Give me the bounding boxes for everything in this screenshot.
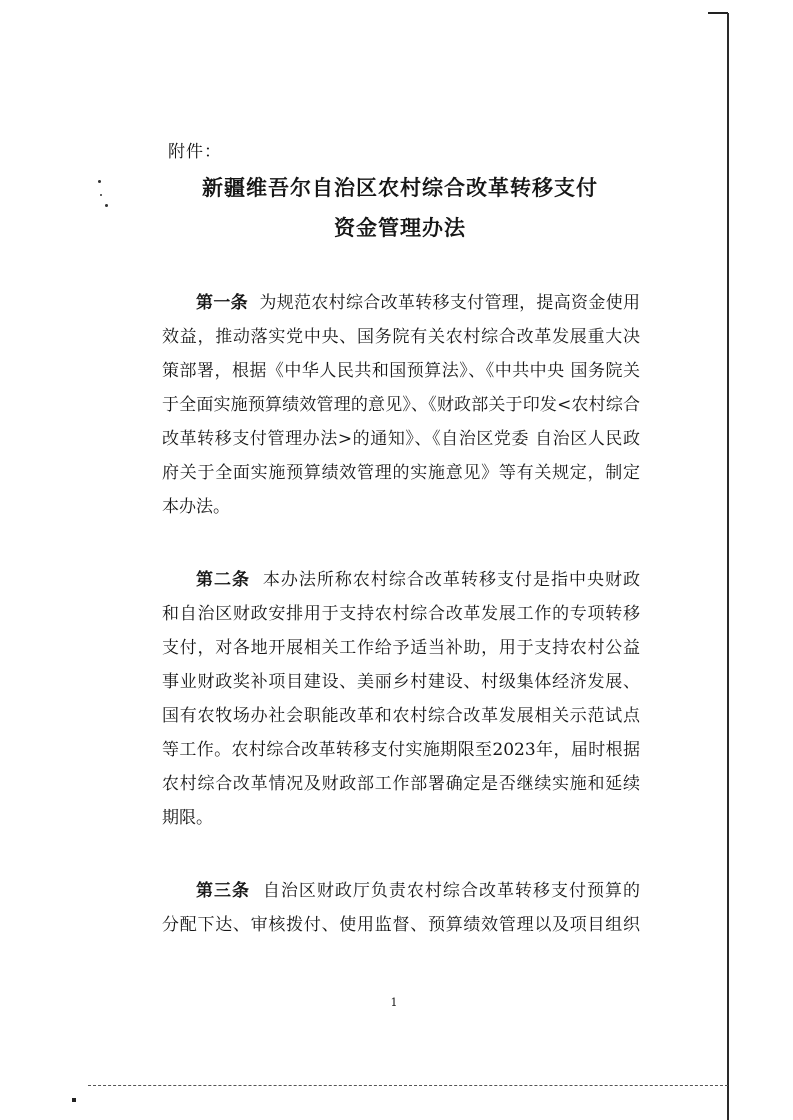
title-line-2: 资金管理办法 — [334, 216, 466, 240]
article-2 — [162, 563, 640, 835]
article-heading: 第二条 — [196, 570, 251, 590]
article-heading: 第三条 — [196, 881, 251, 901]
article-text: 为规范农村综合改革转移支付管理，提高资金使用 — [259, 293, 641, 313]
article-line — [162, 874, 640, 908]
article-line: 期限。 — [162, 808, 213, 828]
scan-speck — [72, 1098, 76, 1102]
article-line — [162, 286, 640, 320]
scan-mark — [708, 12, 728, 14]
article-line: 农村综合改革情况及财政部工作部署确定是否继续实施和延续 — [162, 774, 640, 794]
article-line: 和自治区财政安排用于支持农村综合改革发展工作的专项转移 — [162, 604, 640, 624]
attachment-label: 附件： — [168, 142, 222, 162]
article-line: 分配下达、审核拨付、使用监督、预算绩效管理以及项目组织 — [162, 915, 640, 935]
article-line: 等工作。农村综合改革转移支付实施期限至2023年，届时根据 — [162, 740, 640, 760]
article-line: 效益，推动落实党中央、国务院有关农村综合改革发展重大决 — [162, 327, 640, 347]
article-line: 本办法。 — [162, 497, 230, 517]
article-line: 府关于全面实施预算绩效管理的实施意见》等有关规定，制定 — [162, 463, 640, 483]
scan-edge-line — [727, 13, 729, 1120]
article-line: 策部署，根据《中华人民共和国预算法》、《中共中央 国务院关 — [162, 361, 640, 381]
article-line: 支付，对各地开展相关工作给予适当补助，用于支持农村公益 — [162, 638, 640, 658]
document-title — [150, 168, 650, 248]
title-line-1: 新疆维吾尔自治区农村综合改革转移支付 — [202, 176, 598, 200]
article-line: 于全面实施预算绩效管理的意见》、《财政部关于印发<农村综合 — [162, 395, 640, 415]
article-3 — [162, 874, 640, 942]
article-text: 本办法所称农村综合改革转移支付是指中央财政 — [262, 570, 641, 590]
article-line: 事业财政奖补项目建设、美丽乡村建设、村级集体经济发展、 — [162, 672, 640, 692]
article-text: 自治区财政厅负责农村综合改革转移支付预算的 — [262, 881, 641, 901]
scan-bottom-line — [88, 1085, 728, 1086]
article-line — [162, 563, 640, 597]
page-number: 1 — [390, 996, 398, 1009]
article-line: 国有农牧场办社会职能改革和农村综合改革发展相关示范试点 — [162, 706, 640, 726]
article-heading: 第一条 — [196, 293, 248, 313]
scan-specks — [96, 180, 110, 220]
article-line: 改革转移支付管理办法>的通知》、《自治区党委 自治区人民政 — [162, 429, 640, 449]
article-1 — [162, 286, 640, 524]
